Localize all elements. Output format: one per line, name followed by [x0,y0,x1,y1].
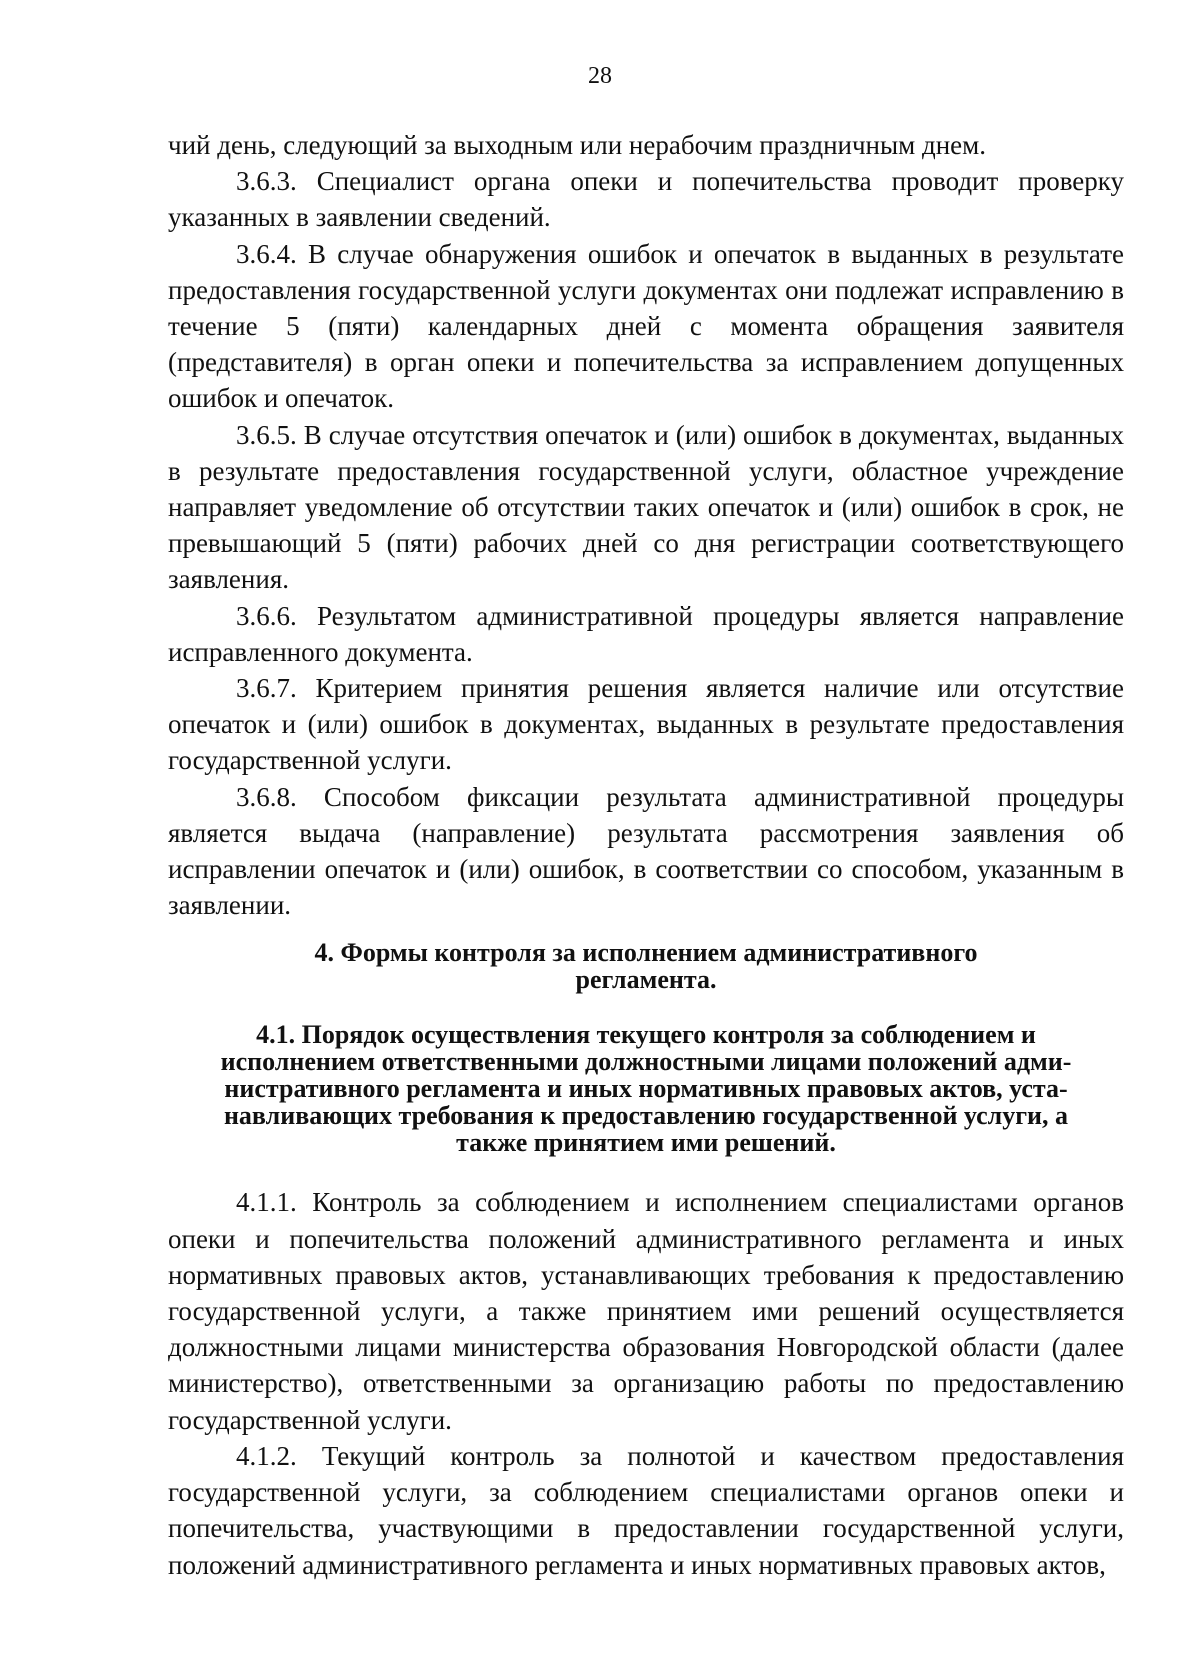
paragraph-4-1-2: 4.1.2. Текущий контроль за полнотой и качеством предоставления государственной услуги, за соблюдением специалистами органов опеки и попечительства, участвующими в предоставлении государственной услуги, положений административного регламента и иных нормативных правовых актов, [168,1440,1124,1580]
document-body [168,127,1124,1583]
page-number: 28 [588,63,612,89]
paragraph-continuation: чий день, следующий за выходным или нерабочим праздничным днем. [168,130,986,160]
paragraph-3-6-6: 3.6.6. Результатом административной процедуры является направление исправленного документа. [168,600,1124,667]
paragraph-3-6-3: 3.6.3. Специалист органа опеки и попечительства проводит проверку указанных в заявлении сведений. [168,166,1124,233]
paragraph-3-6-8: 3.6.8. Способом фиксации результата административной процедуры является выдача (направление) результата рассмотрения заявления об исправлении опечаток и (или) ошибок, в соответствии со способом, указанным в заявлении. [168,781,1124,921]
subsection-heading-4-1 [168,1021,1124,1156]
section-heading-4 [168,939,1124,993]
subsection-heading-line-4: навливающих требования к предоставлению государственной услуги, а [223,1101,1069,1131]
paragraph-4-1-1: 4.1.1. Контроль за соблюдением и исполнением специалистами органов опеки и попечительства положений административного регламента и иных нормативных правовых актов, устанавливающих требования к предоставлению государственной услуги, а также принятием ими решений осуществляется должностными лицами министерства образования Новгородской области (далее министерство), ответственными за организацию работы по предоставлению государственной услуги. [168,1187,1124,1435]
subsection-heading-line-5: также принятием ими решений. [456,1128,836,1158]
subsection-heading-line-1: 4.1. Порядок осуществления текущего контроля за соблюдением и [256,1020,1036,1050]
subsection-heading-line-3: нистративного регламента и иных нормативных правовых актов, уста- [224,1074,1068,1104]
paragraph-3-6-7: 3.6.7. Критерием принятия решения является наличие или отсутствие опечаток и (или) ошибок в документах, выданных в результате предоставления государственной услуги. [168,673,1124,776]
subsection-heading-line-2: исполнением ответственными должностными лицами положений адми- [220,1047,1072,1077]
section-heading-line-2: регламента. [575,965,717,995]
paragraph-3-6-5: 3.6.5. В случае отсутствия опечаток и (или) ошибок в документах, выданных в результате предоставления государственной услуги, областное учреждение направляет уведомление об отсутствии таких опечаток и (или) ошибок в срок, не превышающий 5 (пяти) рабочих дней со дня регистрации соответствующего заявления. [168,419,1124,595]
section-heading-line-1: 4. Формы контроля за исполнением административного [314,938,978,968]
paragraph-3-6-4: 3.6.4. В случае обнаружения ошибок и опечаток в выданных в результате предоставления государственной услуги документах они подлежат исправлению в течение 5 (пяти) календарных дней с момента обращения заявителя (представителя) в орган опеки и попечительства за исправлением допущенных ошибок и опечаток. [168,238,1124,414]
